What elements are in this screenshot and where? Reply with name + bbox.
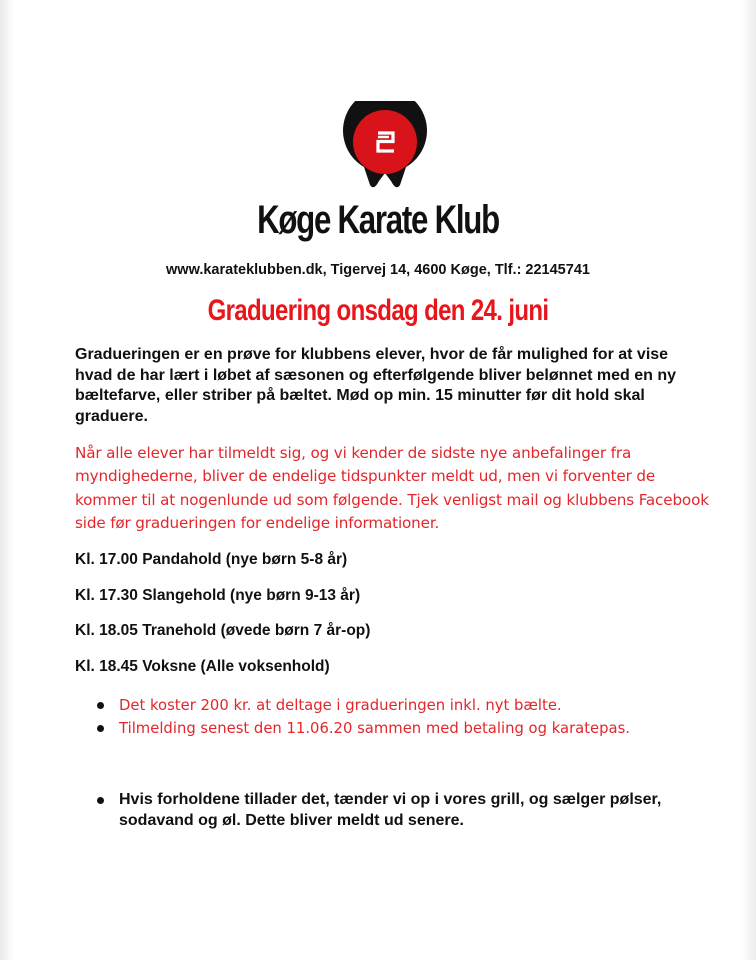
bullet-icon (97, 797, 104, 804)
contact-line: www.karateklubben.dk, Tigervej 14, 4600 Køge, Tlf.: 22145741 (166, 262, 590, 278)
info-bullet-text: Det koster 200 kr. at deltage i gradueringen inkl. nyt bælte. (119, 697, 562, 714)
bullet-icon (97, 725, 104, 732)
schedule-item: Kl. 18.05 Tranehold (øvede børn 7 år-op) (75, 622, 371, 639)
event-notice-paragraph: Når alle elever har tilmeldt sig, og vi kender de sidste nye anbefalinger fra myndighederne, bliver de endelige tidspunkter meldt ud, men vi forventer de kommer til at nogenlunde ud som følgende. Tjek venligst mail og klubbens Facebook side før gradueringen for endelige informationer. (75, 444, 709, 532)
info-bullet-list (97, 694, 717, 740)
event-intro-paragraph: Gradueringen er en prøve for klubbens elever, hvor de får mulighed for at vise hvad de har lært i løbet af sæsonen og efterfølgende bliver belønnet med en ny bæltefarve, eller striber på bæltet. Mød op min. 15 minutter før dit hold skal graduere. (75, 346, 676, 425)
schedule-item: Kl. 18.45 Voksne (Alle voksenhold) (75, 657, 330, 675)
info-bullet-text: Tilmelding senest den 11.06.20 sammen med betaling og karatepas. (119, 720, 631, 737)
extra-bullet-item (97, 789, 697, 831)
event-title: Graduering onsdag den 24. juni (207, 294, 549, 327)
info-bullet-item (97, 717, 717, 740)
schedule-item: Kl. 17.00 Pandahold (nye børn 5-8 år) (75, 551, 348, 568)
extra-bullet-list (97, 789, 697, 831)
club-name: Køge Karate Klub (257, 198, 499, 242)
bullet-icon (97, 702, 104, 709)
info-bullet-item (97, 694, 717, 717)
schedule-item: Kl. 17.30 Slangehold (nye børn 9-13 år) (75, 586, 361, 604)
karate-club-logo-icon (340, 101, 430, 193)
schedule-list (75, 551, 675, 693)
extra-bullet-text: Hvis forholdene tillader det, tænder vi op i vores grill, og sælger pølser, sodavand og øl. Dette bliver meldt ud senere. (119, 791, 662, 829)
